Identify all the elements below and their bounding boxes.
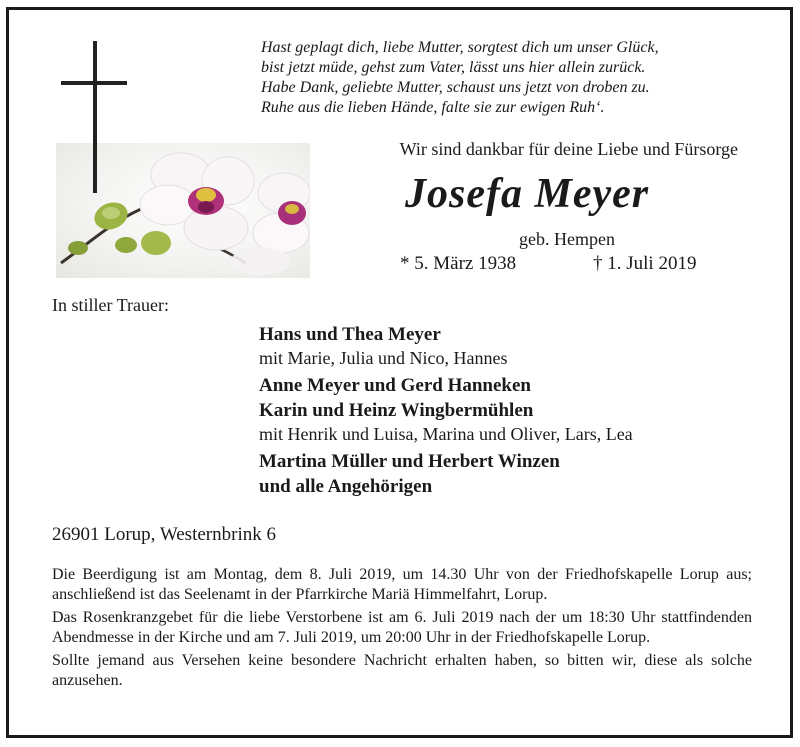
family-names: Anne Meyer und Gerd Hanneken bbox=[259, 375, 532, 396]
family-list bbox=[259, 322, 759, 499]
family-children: mit Henrik und Luisa, Marina und Oliver, Lars, Lea bbox=[259, 424, 633, 444]
cross-icon bbox=[61, 41, 131, 201]
thanks-line: Wir sind dankbar für deine Liebe und Fürsorge bbox=[399, 139, 738, 159]
family-names: Hans und Thea Meyer bbox=[259, 324, 441, 345]
notice-info: Sollte jemand aus Versehen keine besondere Nachricht erhalten haben, so bitten wir, diese als solche anzusehen. bbox=[52, 652, 752, 689]
family-names: Martina Müller und Herbert Winzen bbox=[259, 451, 560, 472]
poem bbox=[261, 38, 761, 118]
obituary-notice bbox=[6, 7, 793, 738]
poem-line: Ruhe aus die lieben Hände, falte sie zur ewigen Ruh‘. bbox=[261, 99, 605, 116]
family-children: mit Marie, Julia und Nico, Hannes bbox=[259, 348, 508, 368]
poem-line: Hast geplagt dich, liebe Mutter, sorgtest dich um unser Glück, bbox=[261, 39, 659, 56]
birth-date: * 5. März 1938 bbox=[400, 253, 517, 274]
service-info bbox=[52, 565, 752, 694]
family-names: und alle Angehörigen bbox=[259, 476, 433, 497]
family-names: Karin und Heinz Wingbermühlen bbox=[259, 400, 534, 421]
poem-line: bist jetzt müde, gehst zum Vater, lässt uns hier allein zurück. bbox=[261, 59, 646, 76]
death-date: † 1. Juli 2019 bbox=[593, 253, 697, 274]
address: 26901 Lorup, Westernbrink 6 bbox=[52, 524, 276, 545]
mourning-label: In stiller Trauer: bbox=[52, 295, 169, 315]
poem-line: Habe Dank, geliebte Mutter, schaust uns jetzt von droben zu. bbox=[261, 79, 650, 96]
deceased-name: Josefa Meyer bbox=[405, 171, 650, 217]
funeral-info: Die Beerdigung ist am Montag, dem 8. Juli 2019, um 14.30 Uhr von der Friedhofskapelle Lorup aus; anschließend ist das Seelenamt in der Pfarrkirche Mariä Himmelfahrt, Lorup. bbox=[52, 566, 752, 603]
rosary-info: Das Rosenkranzgebet für die liebe Verstorbene ist am 6. Juli 2019 nach der um 18:30 Uhr stattfindenden Abendmesse in der Kirche und am 7. Juli 2019, um 20:00 Uhr in der Friedhofskapelle Lorup. bbox=[52, 609, 752, 646]
birth-name: geb. Hempen bbox=[519, 229, 615, 249]
